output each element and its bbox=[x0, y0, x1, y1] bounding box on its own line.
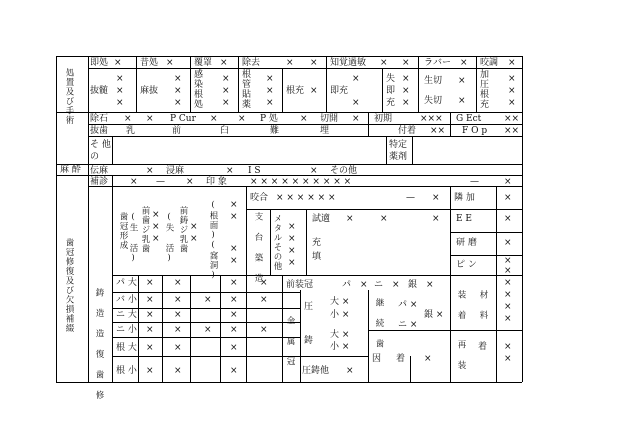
mark: × bbox=[310, 58, 318, 68]
mark: × bbox=[352, 98, 360, 108]
label-pa: パ bbox=[342, 280, 352, 290]
mark: × bbox=[204, 325, 212, 335]
mark: × bbox=[504, 214, 512, 224]
cont-ni: ニ × bbox=[398, 320, 418, 330]
mark: × bbox=[230, 325, 238, 335]
label-pcur: P Cur bbox=[170, 114, 196, 124]
mark: × bbox=[230, 200, 238, 210]
label-casting: 鋳 造 造 復 歯 修 bbox=[94, 288, 104, 400]
mark: × bbox=[174, 86, 182, 96]
mark: × bbox=[346, 214, 354, 224]
mark: × bbox=[352, 74, 360, 84]
label-fop: F O p bbox=[462, 126, 488, 136]
mark: ×× bbox=[504, 126, 520, 136]
label-in: 因 bbox=[372, 354, 382, 364]
mark: × bbox=[504, 193, 512, 203]
mark: × bbox=[114, 58, 122, 68]
label-kaatsu: 圧 bbox=[480, 80, 490, 90]
mark: × bbox=[230, 295, 238, 305]
mark: × bbox=[230, 343, 238, 353]
label-konmen: (根面) bbox=[208, 200, 218, 241]
mark: × bbox=[504, 278, 512, 288]
mark: × bbox=[504, 354, 512, 364]
casting-row-label: バ 小 bbox=[116, 295, 137, 305]
label-anesthesia-other: その他 bbox=[330, 166, 358, 176]
label-seikatsu: (生 活) bbox=[128, 212, 138, 264]
label-basshi: 抜歯 bbox=[90, 126, 109, 136]
mark: × bbox=[186, 177, 194, 187]
label-ee: E E bbox=[456, 214, 473, 224]
casting-row-label: 根 小 bbox=[116, 366, 137, 376]
mark: × bbox=[508, 74, 516, 84]
mark: × bbox=[210, 114, 218, 124]
mark: × bbox=[230, 244, 238, 254]
mark: × bbox=[288, 258, 296, 268]
label-nan: 難 bbox=[270, 126, 280, 136]
mark: × bbox=[402, 86, 410, 96]
label-shoki: 初期 bbox=[374, 114, 393, 124]
label-atsu: 圧 bbox=[304, 302, 314, 312]
label-kocho: 咬調 bbox=[480, 58, 499, 68]
label-yakuzai: 薬剤 bbox=[389, 152, 408, 162]
mark: × bbox=[266, 74, 274, 84]
label-mai: 埋 bbox=[320, 126, 330, 136]
mark: × bbox=[222, 86, 230, 96]
casting-row-label: ニ 大 bbox=[116, 310, 137, 320]
label-juten: 填 bbox=[312, 252, 322, 262]
label-kado: (窩洞) bbox=[208, 240, 218, 281]
label-shinma: 浸麻 bbox=[166, 166, 185, 176]
label-tokutei: 特定 bbox=[389, 140, 408, 150]
dash: — bbox=[470, 177, 479, 187]
mark: × bbox=[288, 246, 296, 256]
label-shitsu: 即 bbox=[386, 86, 396, 96]
mark: × bbox=[230, 278, 238, 288]
label-kinzokukan: 金 属 冠 bbox=[285, 316, 295, 367]
mark: × bbox=[460, 58, 468, 68]
label-ni: ニ bbox=[374, 280, 384, 290]
mark: × bbox=[146, 325, 154, 335]
mark: × bbox=[124, 114, 132, 124]
mark: × bbox=[174, 98, 182, 108]
marks: × × × × × × bbox=[276, 193, 336, 203]
label-sekkai: 切開 bbox=[320, 114, 339, 124]
mark: × bbox=[146, 278, 154, 288]
label-sonota: の bbox=[90, 152, 100, 162]
label-shikkiri: 失切 bbox=[424, 96, 443, 106]
label-kenma: 研 磨 bbox=[456, 238, 477, 248]
label-shitsu: 失 bbox=[386, 74, 396, 84]
label-fukuto: 覆罩 bbox=[194, 58, 213, 68]
section-treatment: 処置及び手術 bbox=[64, 68, 74, 125]
mark: × bbox=[266, 86, 274, 96]
metal-small: 小 × bbox=[330, 342, 350, 352]
mark: × bbox=[146, 343, 154, 353]
mark: × bbox=[174, 343, 182, 353]
mark: × bbox=[166, 58, 174, 68]
label-kansen: 感 bbox=[194, 70, 204, 80]
label-zensokan: 前装冠 bbox=[286, 280, 314, 290]
mark: × bbox=[424, 354, 432, 364]
mark: × bbox=[504, 290, 512, 300]
mark: × bbox=[146, 166, 154, 176]
mark: ×× bbox=[430, 126, 446, 136]
mark: × bbox=[190, 234, 198, 244]
casting-row-label: 根 大 bbox=[116, 343, 137, 353]
mark: × bbox=[222, 74, 230, 84]
mark: × bbox=[174, 310, 182, 320]
label-pin: ピ ン bbox=[456, 260, 477, 270]
label-joseki: 除石 bbox=[90, 114, 109, 124]
label-kyu: 臼 bbox=[220, 126, 230, 136]
label-rubber: ラバー bbox=[424, 58, 452, 68]
label-psho: P 処 bbox=[260, 114, 278, 124]
dash: — bbox=[156, 177, 165, 187]
label-kaatsu: 加 bbox=[480, 70, 490, 80]
mark: × bbox=[310, 86, 318, 96]
mark: × bbox=[504, 302, 512, 312]
mark: × bbox=[504, 314, 512, 324]
label-kansen: 根 bbox=[194, 90, 204, 100]
mark: × bbox=[432, 214, 440, 224]
mark: ×× bbox=[504, 114, 520, 124]
label-atsuchu-other: 圧鋳他 bbox=[302, 366, 330, 376]
label-sokusho: 即処 bbox=[90, 58, 109, 68]
mark: × bbox=[146, 310, 154, 320]
label-shiteki: 試適 bbox=[312, 214, 331, 224]
label-kaatsu: 根 bbox=[480, 90, 490, 100]
label-zen: 前 bbox=[172, 126, 182, 136]
label-chaku: 着 bbox=[396, 354, 406, 364]
mark: × bbox=[260, 295, 268, 305]
mark: × bbox=[260, 278, 268, 288]
mark: × bbox=[504, 266, 512, 276]
label-gect: G Ect bbox=[456, 114, 482, 124]
mark: × bbox=[352, 114, 360, 124]
mark: × bbox=[458, 76, 466, 86]
mark: × bbox=[402, 58, 410, 68]
label-shitsu: 充 bbox=[386, 98, 396, 108]
label-chu: 鋳 bbox=[304, 336, 314, 346]
mark: × bbox=[504, 256, 512, 266]
mark: × bbox=[152, 210, 160, 220]
mark: × bbox=[238, 114, 246, 124]
section-crown: 歯冠修復及び欠損補綴 bbox=[64, 238, 74, 333]
mark: × bbox=[152, 234, 160, 244]
section-anesthesia: 麻 酔 bbox=[60, 165, 81, 175]
mark: × bbox=[288, 234, 296, 244]
label-shikkatsu: (失 活) bbox=[164, 212, 174, 264]
mark: × bbox=[230, 366, 238, 376]
label-bazui: 抜髄 bbox=[90, 86, 109, 96]
label-mukasho: 昔処 bbox=[140, 58, 159, 68]
label-konkan: 根 bbox=[242, 70, 252, 80]
mark: × bbox=[458, 96, 466, 106]
label-seikiri: 生切 bbox=[424, 76, 443, 86]
label-saiso: 再 装 bbox=[456, 340, 466, 370]
cont-gin: 銀 × bbox=[424, 310, 444, 320]
casting-row-label: パ 大 bbox=[116, 278, 137, 288]
label-zairyo: 材 料 bbox=[478, 290, 488, 320]
mark: × bbox=[286, 58, 294, 68]
mark: × bbox=[226, 166, 234, 176]
mark: × bbox=[174, 295, 182, 305]
mark: × bbox=[152, 222, 160, 232]
mark: × bbox=[432, 193, 440, 203]
label-konkan: 薬 bbox=[242, 100, 252, 110]
mark: × bbox=[504, 342, 512, 352]
label-sokuju: 即充 bbox=[330, 86, 349, 96]
label-rinka: 隣 加 bbox=[454, 193, 475, 203]
mark: × bbox=[402, 74, 410, 84]
mark: × bbox=[174, 325, 182, 335]
label-juten: 充 bbox=[312, 238, 322, 248]
mark: × bbox=[116, 86, 124, 96]
metal-small: 小 × bbox=[330, 310, 350, 320]
mark: × bbox=[174, 366, 182, 376]
label-chikaku: 知覚過敏 bbox=[330, 58, 367, 68]
label-nyu: 乳 bbox=[126, 126, 136, 136]
label-zenshi-jinyushi: 前歯ジ乳歯 bbox=[140, 206, 150, 254]
mark: × bbox=[220, 58, 228, 68]
mark: × bbox=[288, 222, 296, 232]
label-crown-form: 歯冠形成 bbox=[118, 212, 128, 250]
mark: × bbox=[380, 214, 388, 224]
metal-large: 大 × bbox=[330, 297, 350, 307]
mark: × bbox=[504, 177, 512, 187]
mark: × bbox=[222, 98, 230, 108]
mark: × bbox=[346, 366, 354, 376]
metal-large: 大 × bbox=[330, 330, 350, 340]
mark: × bbox=[230, 310, 238, 320]
mark: × bbox=[504, 238, 512, 248]
mark: × bbox=[230, 212, 238, 222]
mark: × bbox=[402, 98, 410, 108]
label-jokyo: 除去 bbox=[242, 58, 261, 68]
mark: × bbox=[204, 295, 212, 305]
label-denma: 伝麻 bbox=[90, 166, 109, 176]
label-metal-other: メタルその他 bbox=[272, 214, 282, 271]
label-konkan: 管 bbox=[242, 80, 252, 90]
mark: × bbox=[146, 295, 154, 305]
label-is: I S bbox=[248, 166, 261, 176]
mark: × bbox=[508, 98, 516, 108]
casting-row-label: ニ 小 bbox=[116, 325, 137, 335]
mark: × bbox=[300, 114, 308, 124]
label-kaatsu: 充 bbox=[480, 100, 490, 110]
mark: × bbox=[426, 280, 434, 290]
label-manuki: 麻抜 bbox=[140, 86, 159, 96]
mark: × bbox=[190, 222, 198, 232]
label-kogo: 咬合 bbox=[250, 193, 269, 203]
label-insho: 印 象 bbox=[206, 177, 227, 187]
label-kansen: 染 bbox=[194, 80, 204, 90]
cont-pa: パ × bbox=[398, 300, 418, 310]
mark: × bbox=[380, 58, 388, 68]
dash: — bbox=[406, 193, 415, 203]
label-konju: 根充 bbox=[286, 86, 305, 96]
label-hoshin: 補診 bbox=[90, 177, 109, 187]
label-sonota: そ 他 bbox=[90, 140, 111, 150]
mark: × bbox=[116, 74, 124, 84]
label-shidai-chikuzo: 支 台 築 造 bbox=[253, 212, 263, 283]
mark: × bbox=[392, 280, 400, 290]
mark: × bbox=[508, 58, 516, 68]
mark: × bbox=[146, 366, 154, 376]
mark: ××× bbox=[420, 114, 443, 124]
mark: × bbox=[260, 325, 268, 335]
mark: × bbox=[230, 256, 238, 266]
mark: × bbox=[310, 166, 318, 176]
mark: × bbox=[146, 114, 154, 124]
mark: × bbox=[174, 74, 182, 84]
label-chaku2: 着 bbox=[478, 342, 488, 352]
mark: × bbox=[116, 98, 124, 108]
label-gin: 銀 bbox=[408, 280, 418, 290]
marks: × × × × × × × × × × bbox=[250, 177, 352, 187]
mark: × bbox=[130, 177, 138, 187]
label-konkan: 貼 bbox=[242, 90, 252, 100]
mark: × bbox=[266, 98, 274, 108]
label-sochaku: 装 着 bbox=[456, 290, 466, 320]
label-fuchaku: 付着 bbox=[398, 126, 417, 136]
mark: × bbox=[508, 86, 516, 96]
label-keizokushi: 継 続 歯 bbox=[374, 298, 384, 349]
mark: × bbox=[174, 278, 182, 288]
label-kansen: 処 bbox=[194, 100, 204, 110]
mark: × bbox=[360, 280, 368, 290]
label-zenchu-jinyushi: 前鋳ジ乳歯 bbox=[178, 206, 188, 254]
